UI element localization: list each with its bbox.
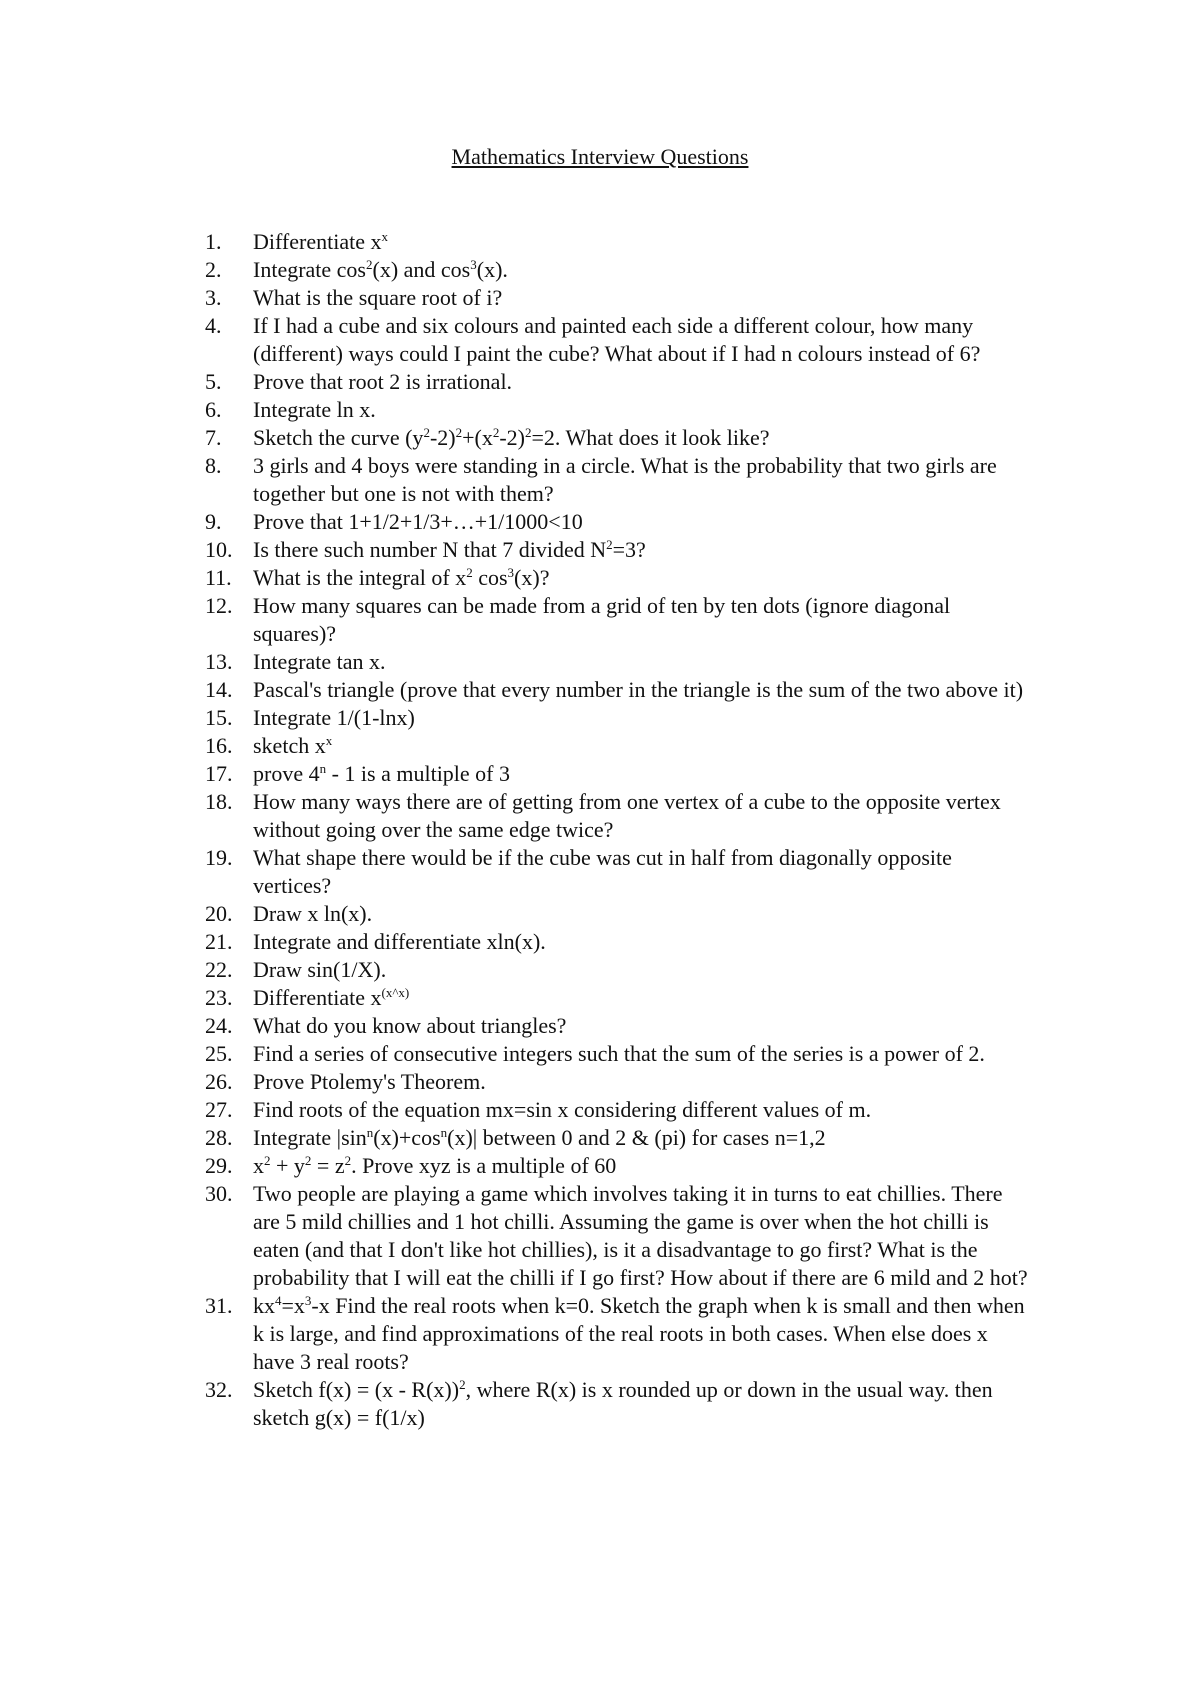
question-text	[253, 228, 1030, 256]
question-text	[253, 928, 1030, 956]
text-run: -2)	[499, 425, 525, 450]
question-item	[0, 648, 1030, 676]
superscript: 2	[366, 257, 373, 272]
question-item	[0, 368, 1030, 396]
superscript: n	[319, 761, 327, 776]
text-run: kx	[253, 1293, 275, 1318]
text-run: Prove that 1+1/2+1/3+…+1/1000<10	[253, 509, 583, 534]
question-item	[0, 1376, 1030, 1432]
question-text	[253, 1180, 1030, 1292]
question-number: 16.	[205, 733, 233, 758]
superscript: 2	[304, 1153, 312, 1168]
superscript: 3	[470, 257, 477, 272]
question-number: 4.	[205, 313, 222, 338]
question-text	[253, 592, 1030, 648]
text-run: (x)| between 0 and 2 & (pi) for cases n=1,2	[447, 1125, 826, 1150]
superscript: 2	[344, 1153, 352, 1168]
question-item	[0, 1040, 1030, 1068]
question-number: 29.	[205, 1153, 233, 1178]
superscript: n	[366, 1125, 374, 1140]
text-run: -2)	[429, 425, 456, 450]
superscript: 2	[524, 425, 532, 440]
question-number: 10.	[205, 537, 233, 562]
text-run: Prove that root 2 is irrational.	[253, 369, 513, 394]
question-item	[0, 564, 1030, 592]
text-run: Draw sin(1/X).	[253, 957, 387, 982]
question-number: 19.	[205, 845, 233, 870]
question-number: 32.	[205, 1377, 233, 1402]
text-run: =x	[281, 1293, 305, 1318]
question-item	[0, 1096, 1030, 1124]
question-item	[0, 844, 1030, 900]
superscript: 2	[264, 1153, 271, 1168]
question-item	[0, 1180, 1030, 1292]
question-text	[253, 844, 1030, 900]
question-text	[253, 452, 1030, 508]
question-text	[253, 760, 1030, 788]
question-item	[0, 704, 1030, 732]
question-number: 17.	[205, 761, 233, 786]
question-text	[253, 1376, 1030, 1432]
question-text	[253, 676, 1030, 704]
text-run: What is the integral of x	[253, 565, 467, 590]
text-run: =3?	[612, 537, 646, 562]
superscript: 2	[492, 425, 500, 440]
text-run: How many squares can be made from a grid of ten by ten dots (ignore diagonal squares)?	[253, 593, 951, 646]
question-item	[0, 1068, 1030, 1096]
question-item	[0, 312, 1030, 368]
question-number: 31.	[205, 1293, 233, 1318]
text-run: Integrate 1/(1-lnx)	[253, 705, 415, 730]
question-text	[253, 704, 1030, 732]
question-item	[0, 592, 1030, 648]
question-text	[253, 396, 1030, 424]
question-number: 28.	[205, 1125, 233, 1150]
question-number: 24.	[205, 1013, 233, 1038]
question-text	[253, 284, 1030, 312]
superscript: x	[325, 733, 333, 748]
question-text	[253, 788, 1030, 844]
text-run: = z	[311, 1153, 345, 1178]
question-number: 30.	[205, 1181, 233, 1206]
text-run: , where R(x) is x rounded up or down in the usual way. then sketch g(x) = f(1/x)	[253, 1377, 993, 1430]
question-text	[253, 508, 1030, 536]
question-number: 23.	[205, 985, 233, 1010]
text-run: Sketch f(x) = (x - R(x))	[253, 1377, 460, 1402]
text-run: +(x	[462, 425, 493, 450]
text-run: What is the square root of i?	[253, 285, 503, 310]
question-number: 20.	[205, 901, 233, 926]
question-item	[0, 900, 1030, 928]
question-item	[0, 676, 1030, 704]
question-number: 25.	[205, 1041, 233, 1066]
question-text	[253, 1292, 1030, 1376]
text-run: What do you know about triangles?	[253, 1013, 567, 1038]
text-run: 3 girls and 4 boys were standing in a circle. What is the probability that two girls are together but one is not with them?	[253, 453, 997, 506]
superscript: 2	[466, 565, 473, 580]
question-text	[253, 256, 1030, 284]
text-run: Differentiate x	[253, 229, 382, 254]
text-run: Draw x ln(x).	[253, 901, 373, 926]
question-text	[253, 312, 1030, 368]
text-run: Integrate cos	[253, 257, 366, 282]
text-run: cos	[472, 565, 508, 590]
text-run: Two people are playing a game which involves taking it in turns to eat chillies. There are 5 mild chillies and 1 hot chilli. Assuming the game is over when the hot chilli is eaten (and that I don't like hot chillies), is it a disadvantage to go first? What is the probability that I will eat the chilli if I go first? How about if there are 6 mild and 2 hot?	[253, 1181, 1028, 1290]
text-run: sketch x	[253, 733, 326, 758]
text-run: (x)+cos	[373, 1125, 441, 1150]
superscript: 3	[304, 1293, 312, 1308]
question-number: 9.	[205, 509, 222, 534]
question-text	[253, 1124, 1030, 1152]
superscript: (x^x)	[381, 985, 410, 1000]
question-item	[0, 1012, 1030, 1040]
question-number: 2.	[205, 257, 222, 282]
text-run: Integrate ln x.	[253, 397, 376, 422]
question-item	[0, 284, 1030, 312]
question-number: 8.	[205, 453, 222, 478]
question-text	[253, 536, 1030, 564]
question-number: 14.	[205, 677, 233, 702]
question-text	[253, 732, 1030, 760]
question-item	[0, 508, 1030, 536]
question-number: 5.	[205, 369, 222, 394]
question-number: 13.	[205, 649, 233, 674]
question-number: 27.	[205, 1097, 233, 1122]
text-run: How many ways there are of getting from one vertex of a cube to the opposite vertex without going over the same edge twice?	[253, 789, 1001, 842]
question-number: 3.	[205, 285, 222, 310]
question-text	[253, 1152, 1030, 1180]
text-run: x	[253, 1153, 264, 1178]
text-run: -x Find the real roots when k=0. Sketch the graph when k is small and then when k is large, and find approximations of the real roots in both cases. When else does x have 3 real roots?	[253, 1293, 1025, 1374]
question-item	[0, 788, 1030, 844]
text-run: Find roots of the equation mx=sin x considering different values of m.	[253, 1097, 872, 1122]
question-item	[0, 536, 1030, 564]
question-text	[253, 648, 1030, 676]
question-number: 15.	[205, 705, 233, 730]
question-number: 18.	[205, 789, 233, 814]
question-item	[0, 732, 1030, 760]
text-run: Sketch the curve (y	[253, 425, 424, 450]
question-item	[0, 396, 1030, 424]
superscript: 2	[606, 537, 613, 552]
question-text	[253, 1096, 1030, 1124]
question-text	[253, 984, 1030, 1012]
question-number: 1.	[205, 229, 222, 254]
question-item	[0, 984, 1030, 1012]
superscript: 2	[455, 425, 463, 440]
question-text	[253, 900, 1030, 928]
text-run: (x).	[476, 257, 508, 282]
question-number: 11.	[205, 565, 232, 590]
text-run: Integrate tan x.	[253, 649, 386, 674]
question-list	[0, 228, 1030, 1432]
question-text	[253, 368, 1030, 396]
text-run: =2. What does it look like?	[531, 425, 770, 450]
question-text	[253, 956, 1030, 984]
question-item	[0, 1124, 1030, 1152]
question-item	[0, 424, 1030, 452]
superscript: x	[381, 229, 388, 244]
text-run: What shape there would be if the cube was cut in half from diagonally opposite vertices?	[253, 845, 952, 898]
text-run: - 1 is a multiple of 3	[326, 761, 511, 786]
question-text	[253, 1040, 1030, 1068]
question-item	[0, 256, 1030, 284]
page-title	[0, 144, 1200, 170]
question-number: 26.	[205, 1069, 233, 1094]
superscript: n	[440, 1125, 448, 1140]
question-item	[0, 928, 1030, 956]
question-item	[0, 452, 1030, 508]
text-run: . Prove xyz is a multiple of 60	[351, 1153, 617, 1178]
question-item	[0, 760, 1030, 788]
question-text	[253, 1068, 1030, 1096]
text-run: + y	[270, 1153, 305, 1178]
question-text	[253, 564, 1030, 592]
question-text	[253, 424, 1030, 452]
title-text: Mathematics Interview Questions	[451, 144, 749, 169]
superscript: 3	[507, 565, 515, 580]
text-run: If I had a cube and six colours and painted each side a different colour, how many (different) ways could I paint the cube? What about if I had n colours instead of 6?	[253, 313, 981, 366]
superscript: 4	[275, 1293, 282, 1308]
text-run: Integrate |sin	[253, 1125, 367, 1150]
text-run: Differentiate x	[253, 985, 382, 1010]
question-number: 22.	[205, 957, 233, 982]
text-run: Is there such number N that 7 divided N	[253, 537, 607, 562]
question-number: 12.	[205, 593, 233, 618]
text-run: Find a series of consecutive integers such that the sum of the series is a power of 2.	[253, 1041, 985, 1066]
question-number: 7.	[205, 425, 222, 450]
text-run: Integrate and differentiate xln(x).	[253, 929, 546, 954]
superscript: 2	[423, 425, 430, 440]
text-run: Prove Ptolemy's Theorem.	[253, 1069, 486, 1094]
superscript: 2	[459, 1377, 466, 1392]
question-item	[0, 1292, 1030, 1376]
question-item	[0, 228, 1030, 256]
question-number: 21.	[205, 929, 233, 954]
question-item	[0, 1152, 1030, 1180]
text-run: prove 4	[253, 761, 320, 786]
question-item	[0, 956, 1030, 984]
text-run: Pascal's triangle (prove that every number in the triangle is the sum of the two above it)	[253, 677, 1024, 702]
text-run: (x)?	[514, 565, 550, 590]
text-run: (x) and cos	[372, 257, 471, 282]
question-text	[253, 1012, 1030, 1040]
question-number: 6.	[205, 397, 222, 422]
